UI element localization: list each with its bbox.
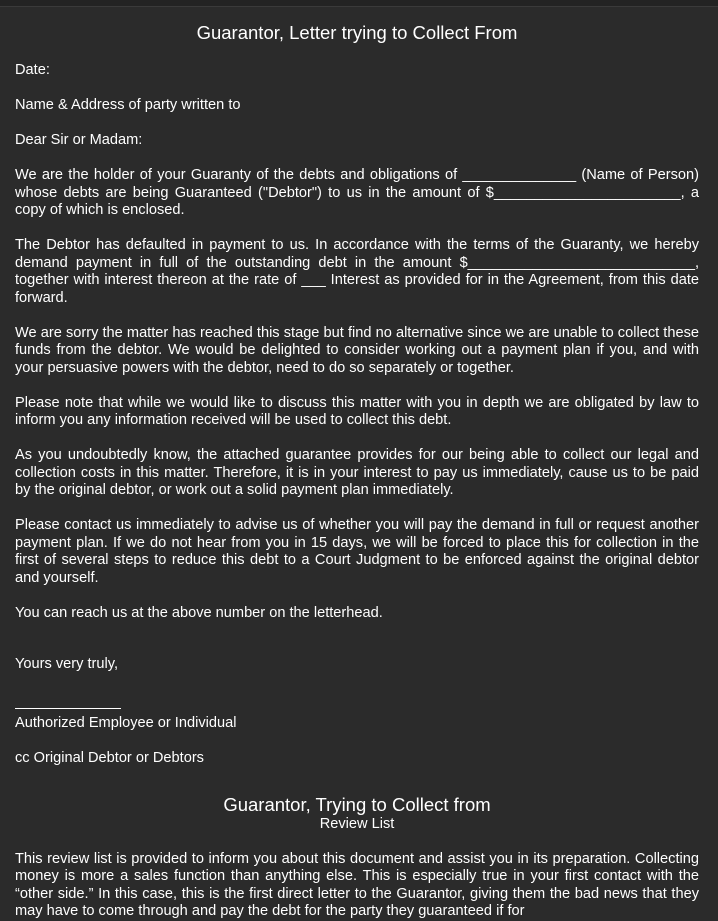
window-top-edge	[0, 0, 718, 7]
salutation: Dear Sir or Madam:	[15, 132, 143, 148]
paragraph-guaranty: We are the holder of your Guaranty of the debts and obligations of ______________ (Name of Person) whose debts are being Guaranteed ("Debtor") to us in the amount of $_______________________, a copy of which is enclosed.	[15, 167, 699, 218]
paragraph-costs: As you undoubtedly know, the attached guarantee provides for our being able to collect our legal and collection costs in this matter. Therefore, it is in your interest to pay us immediately, cause us to be paid by the original debtor, or work out a solid payment plan immediately.	[15, 447, 699, 498]
review-subtitle: Review List	[319, 816, 395, 832]
date-label: Date:	[15, 62, 50, 78]
closing: Yours very truly,	[15, 656, 119, 672]
signer-label: Authorized Employee or Individual	[15, 714, 237, 731]
document-body	[15, 22, 699, 921]
paragraph-reach-us: You can reach us at the above number on the letterhead.	[15, 604, 383, 621]
paragraph-contact: Please contact us immediately to advise us of whether you will pay the demand in full or request another payment plan. If we do not hear from you in 15 days, we will be forced to place this for collection in the first of several steps to reduce this debt to a Court Judgment to be enforced against the original debtor and yourself.	[15, 517, 699, 586]
review-intro-paragraph: This review list is provided to inform you about this document and assist you in its preparation. Collecting money is more a sales function than anything else. This is especially true in your first contact with the “other side.” In this case, this is the first direct letter to the Guarantor, giving them the bad news that they may have to come through and pay the debt for the party they guaranteed if for	[15, 850, 699, 919]
signature-line	[15, 691, 121, 709]
paragraph-notice: Please note that while we would like to discuss this matter with you in depth we are obligated by law to inform you any information received will be used to collect this debt.	[15, 394, 699, 428]
addressee-label: Name & Address of party written to	[15, 97, 241, 113]
review-title: Guarantor, Trying to Collect from	[223, 794, 491, 815]
paragraph-sorry: We are sorry the matter has reached this stage but find no alternative since we are unable to collect these funds from the debtor. We would be delighted to consider working out a payment plan if you, and with your persuasive powers with the debtor, need to do so separately or together.	[15, 324, 699, 376]
letter-title: Guarantor, Letter trying to Collect From	[196, 22, 518, 43]
paragraph-default: The Debtor has defaulted in payment to us. In accordance with the terms of the Guaranty, we hereby demand payment in full of the outstanding debt in the amount $____________________________, together with interest thereon at the rate of ___ Interest as provided for in the Agreement, from this date forward.	[15, 237, 699, 306]
cc-line: cc Original Debtor or Debtors	[15, 749, 204, 766]
